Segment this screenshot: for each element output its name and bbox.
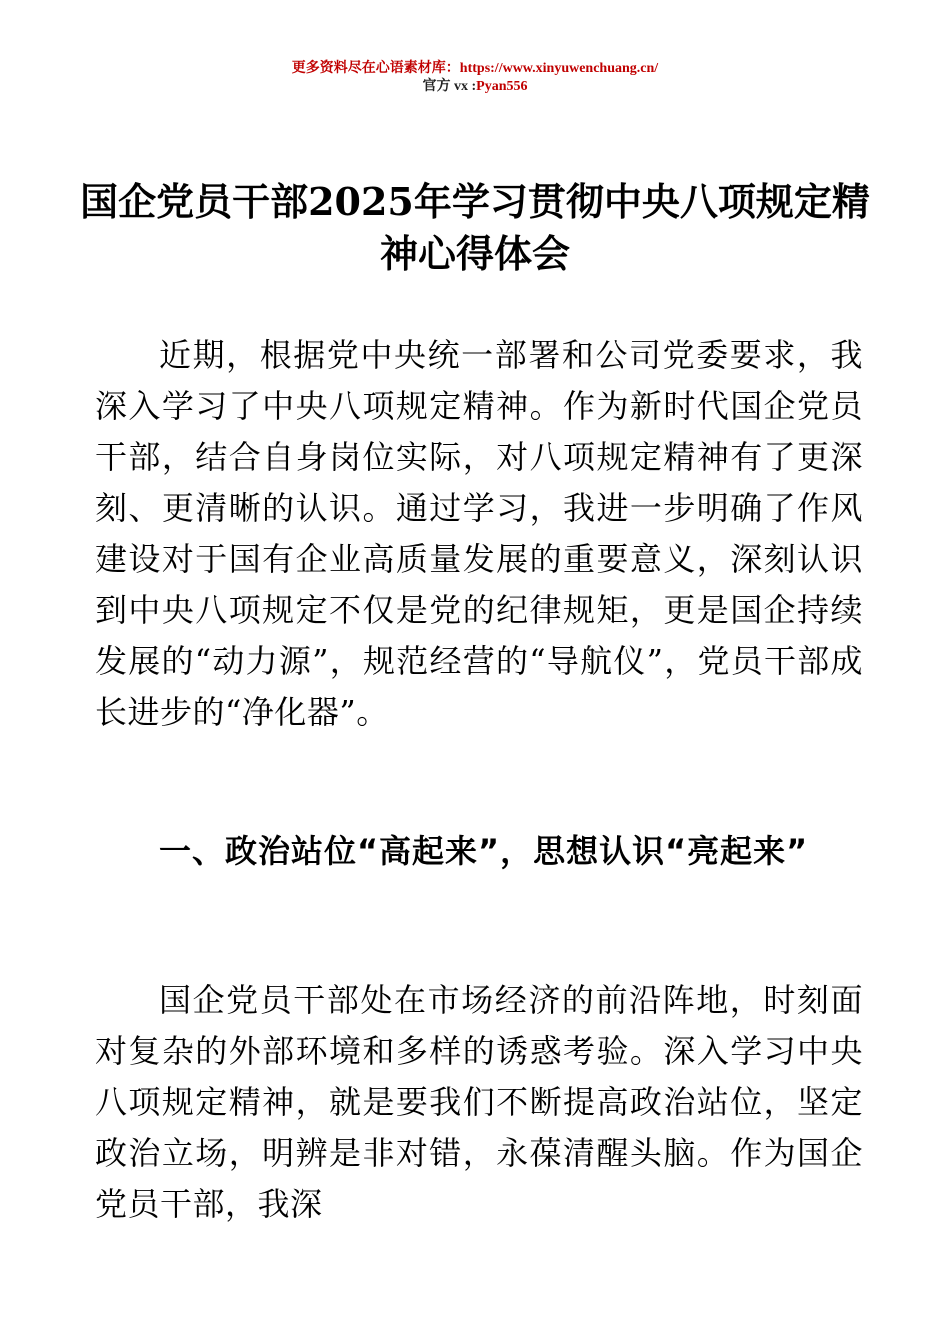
header-vx-label: 官方 vx : <box>422 79 477 94</box>
section-heading-1: 一、政治站位“高起来”，思想认识“亮起来” <box>159 832 809 870</box>
header-vx-id: Pyan556 <box>476 79 528 94</box>
header-url-link[interactable]: https://www.xinyuwenchuang.cn/ <box>459 61 659 76</box>
paragraph-section-1: 国企党员干部处在市场经济的前沿阵地，时刻面对复杂的外部环境和多样的诱惑考验。深入学习中央八项规定精神，就是要我们不断提高政治站位，坚定政治立场，明辨是非对错，永葆清醒头脑。作为国企党员干部，我深 <box>95 981 863 1223</box>
watermark-header <box>0 60 950 96</box>
header-line-2 <box>0 78 950 96</box>
header-source-label: 更多资料尽在心语素材库： <box>291 61 460 76</box>
paragraph-intro: 近期，根据党中央统一部署和公司党委要求，我深入学习了中央八项规定精神。作为新时代国企党员干部，结合自身岗位实际，对八项规定精神有了更深刻、更清晰的认识。通过学习，我进一步明确了作风建设对于国有企业高质量发展的重要意义，深刻认识到中央八项规定不仅是党的纪律规矩，更是国企持续发展的“动力源”，规范经营的“导航仪”，党员干部成长进步的“净化器”。 <box>95 336 863 731</box>
document-title: 国企党员干部2025年学习贯彻中央八项规定精神心得体会 <box>80 179 870 276</box>
header-line-1 <box>0 60 950 78</box>
